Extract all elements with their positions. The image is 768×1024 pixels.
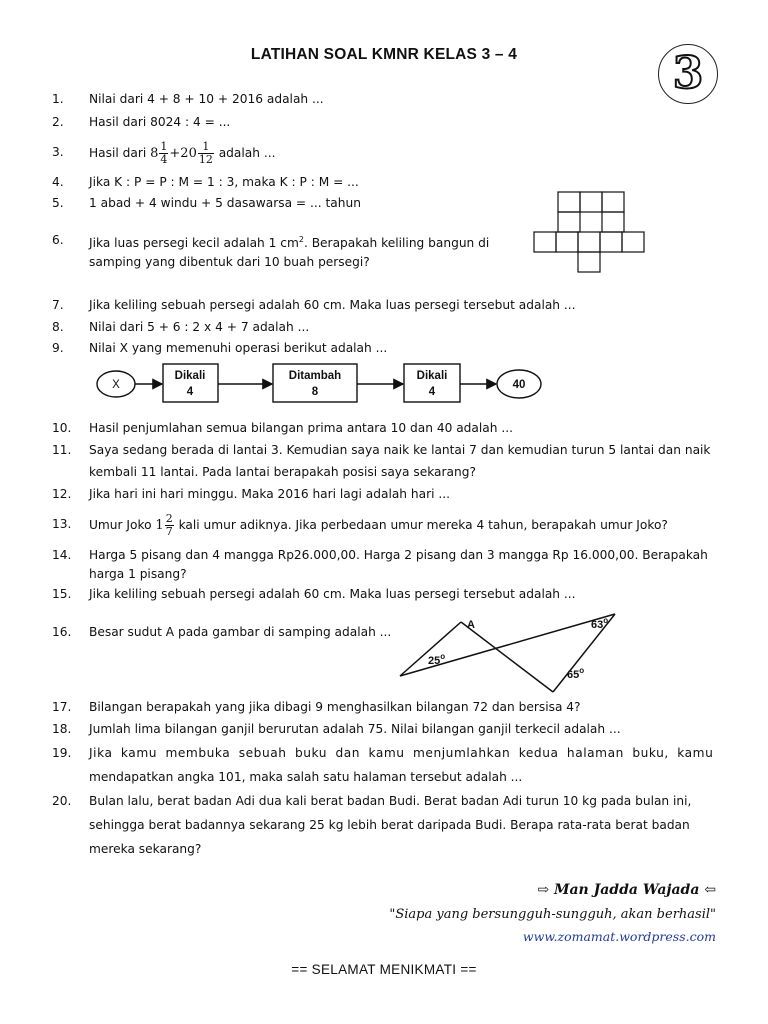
- question-text: mereka sekarang?: [89, 842, 202, 856]
- mixed-fraction: [165, 513, 174, 538]
- question-number: 18.: [52, 722, 72, 736]
- question-prefix: Umur Joko: [89, 518, 152, 532]
- question-number: 10.: [52, 421, 72, 435]
- website-link[interactable]: www.zomamat.wordpress.com: [522, 929, 716, 944]
- question-text: Nilai X yang memenuhi operasi berikut adalah ...: [89, 341, 388, 355]
- result-label: 40: [512, 379, 526, 391]
- square-cell: [578, 232, 600, 252]
- question-number: 6.: [52, 233, 64, 247]
- box-3-operation: Dikali: [416, 370, 448, 382]
- fraction-numerator: 1: [160, 140, 168, 153]
- triangle-side: [553, 614, 615, 692]
- question-text: sehingga berat badannya sekarang 25 kg lebih berat daripada Budi. Berapa rata-rata berat badan: [89, 818, 690, 832]
- square-cell: [622, 232, 644, 252]
- triangle-side: [461, 622, 553, 692]
- degree-symbol: o: [603, 616, 609, 625]
- question-text: Hasil penjumlahan semua bilangan prima antara 10 dan 40 adalah ...: [89, 421, 513, 435]
- question-text: mendapatkan angka 101, maka salah satu halaman tersebut adalah ...: [89, 770, 523, 784]
- box-3-operand: 4: [428, 386, 436, 398]
- question-prefix: Hasil dari: [89, 146, 147, 160]
- question-text: Jika hari ini hari minggu. Maka 2016 hari lagi adalah hari ...: [89, 487, 450, 501]
- page-title: LATIHAN SOAL KMNR KELAS 3 – 4: [250, 46, 518, 63]
- question-number: 4.: [52, 175, 64, 189]
- question-text: Jumlah lima bilangan ganjil berurutan adalah 75. Nilai bilangan ganjil terkecil adalah ...: [89, 722, 621, 736]
- question-number: 13.: [52, 517, 72, 531]
- square-cell: [534, 232, 556, 252]
- question-text-part: . Berapakah keliling bangun di: [303, 236, 490, 251]
- question-text: Nilai dari 4 + 8 + 10 + 2016 adalah ...: [89, 92, 324, 106]
- question-number: 3.: [52, 145, 64, 159]
- box-2-operand: 8: [311, 386, 319, 398]
- ten-squares-figure: [530, 190, 730, 274]
- crossed-triangles-figure: [395, 606, 625, 698]
- square-cell: [602, 192, 624, 212]
- question-text: Jika kamu membuka sebuah buku dan kamu menjumlahkan kedua halaman buku, kamu: [89, 746, 714, 760]
- fraction-numerator: 2: [165, 512, 173, 525]
- square-cell: [602, 212, 624, 232]
- question-text: Bilangan berapakah yang jika dibagi 9 menghasilkan bilangan 72 dan bersisa 4?: [89, 700, 581, 714]
- fraction-denominator: 7: [165, 525, 173, 538]
- question-number: 12.: [52, 487, 72, 501]
- motto-title: ⇨ Man Jadda Wajada ⇦: [537, 882, 716, 898]
- angle-value: 63: [591, 619, 604, 631]
- question-text: Jika keliling sebuah persegi adalah 60 cm. Maka luas persegi tersebut adalah ...: [89, 298, 576, 312]
- question-text-part: Jika luas persegi kecil adalah 1 cm: [89, 236, 299, 251]
- square-cell: [578, 252, 600, 272]
- square-cell: [558, 212, 580, 232]
- badge-number: 3: [672, 48, 704, 99]
- question-suffix: adalah ...: [218, 146, 276, 160]
- question-text: Bulan lalu, berat badan Adi dua kali berat badan Budi. Berat badan Adi turun 10 kg pada bulan ini,: [89, 794, 692, 808]
- question-number: 20.: [52, 794, 72, 808]
- question-text: Nilai dari 5 + 6 : 2 x 4 + 7 adalah ...: [89, 320, 310, 334]
- motto-quote: "Siapa yang bersungguh-sungguh, akan berhasil": [389, 907, 716, 922]
- question-number: 5.: [52, 196, 64, 210]
- question-text: Hasil dari 8024 : 4 = ...: [89, 115, 231, 129]
- question-text: harga 1 pisang?: [89, 567, 187, 581]
- box-1-operation: Dikali: [174, 370, 206, 382]
- start-label: X: [112, 379, 120, 391]
- degree-symbol: o: [440, 652, 446, 661]
- fraction-denominator: 4: [160, 153, 168, 166]
- angle-left-label: [428, 652, 445, 667]
- question-text: Besar sudut A pada gambar di samping adalah ...: [89, 625, 392, 639]
- question-text: [89, 141, 275, 166]
- angle-bottom-label: [567, 666, 584, 681]
- question-text: samping yang dibentuk dari 10 buah persegi?: [89, 255, 370, 269]
- angle-value: 25: [428, 655, 441, 667]
- whole-number: 20: [180, 146, 197, 161]
- whole-number: 8: [150, 146, 159, 161]
- question-number: 11.: [52, 443, 72, 457]
- question-number: 16.: [52, 625, 72, 639]
- angle-top-label: [591, 616, 608, 631]
- square-cell: [558, 192, 580, 212]
- question-suffix: kali umur adiknya. Jika perbedaan umur mereka 4 tahun, berapakah umur Joko?: [178, 518, 668, 532]
- box-1-operand: 4: [186, 386, 194, 398]
- box-2-operation: Ditambah: [288, 370, 342, 382]
- question-number: 8.: [52, 320, 64, 334]
- question-number: 19.: [52, 746, 72, 760]
- question-number: 15.: [52, 587, 72, 601]
- question-text: 1 abad + 4 windu + 5 dasawarsa = ... tahun: [89, 196, 361, 210]
- question-text: Jika K : P = P : M = 1 : 3, maka K : P : M = ...: [89, 175, 359, 189]
- mixed-fraction: [159, 141, 168, 166]
- square-cell: [556, 232, 578, 252]
- mixed-fraction: [198, 141, 214, 166]
- question-number: 2.: [52, 115, 64, 129]
- angle-value: 65: [567, 669, 580, 681]
- question-text: [89, 513, 668, 538]
- question-text: Harga 5 pisang dan 4 mangga Rp26.000,00. Harga 2 pisang dan 3 mangga Rp 16.000,00. Berapakah: [89, 548, 708, 562]
- question-text: kembali 11 lantai. Pada lantai berapakah posisi saya sekarang?: [89, 465, 476, 479]
- angle-a-label: A: [467, 619, 475, 631]
- superscript: 2: [298, 235, 304, 244]
- closing-footer: == SELAMAT MENIKMATI ==: [291, 962, 477, 977]
- question-text: Jika keliling sebuah persegi adalah 60 cm. Maka luas persegi tersebut adalah ...: [89, 587, 576, 601]
- fraction-denominator: 12: [198, 153, 213, 166]
- question-number: 7.: [52, 298, 64, 312]
- operation-flow-diagram: [90, 360, 550, 410]
- plus-operator: +: [169, 146, 181, 161]
- class-number-badge: [658, 44, 718, 104]
- square-cell: [580, 192, 602, 212]
- fraction-numerator: 1: [198, 141, 214, 154]
- question-number: 14.: [52, 548, 72, 562]
- question-number: 1.: [52, 92, 64, 106]
- question-text: Saya sedang berada di lantai 3. Kemudian saya naik ke lantai 7 dan kemudian turun 5 lantai dan naik: [89, 443, 711, 457]
- question-number: 17.: [52, 700, 72, 714]
- whole-number: 1: [155, 518, 164, 533]
- square-cell: [600, 232, 622, 252]
- question-number: 9.: [52, 341, 64, 355]
- degree-symbol: o: [579, 666, 585, 675]
